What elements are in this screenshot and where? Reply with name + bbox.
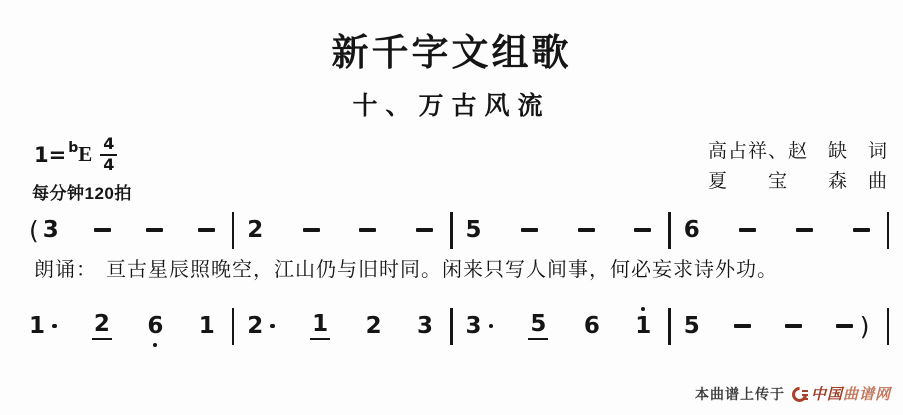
dash-note (416, 228, 433, 232)
dash-note (521, 228, 538, 232)
dash-note (146, 228, 163, 232)
dash-glyph (739, 228, 756, 232)
key-signature (34, 136, 117, 174)
dash-note (836, 311, 870, 341)
site-name-secondary: 曲谱网 (842, 387, 891, 403)
dash-note (734, 324, 751, 328)
measure (453, 310, 669, 340)
dash-glyph (416, 228, 433, 232)
key-prefix: 1= (34, 142, 67, 167)
time-denominator: 4 (103, 154, 115, 174)
time-numerator: 4 (100, 136, 117, 156)
note: 1 (29, 315, 57, 338)
dash-note (198, 228, 215, 232)
octave-dot-below (153, 343, 157, 347)
song-title: 十、万古风流 (352, 93, 551, 120)
dash-note (796, 228, 813, 232)
recitation-text: 亘古星辰照晚空，江山仍与旧时同。闲来只写人间事，何必妄求诗外功。 (106, 259, 778, 281)
measure (671, 311, 887, 341)
recitation-label: 朗诵： (34, 259, 97, 281)
site-logo (792, 383, 891, 404)
dash-glyph (796, 228, 813, 232)
dash-note (853, 228, 870, 232)
dash-note (578, 228, 595, 232)
measure (453, 216, 669, 243)
dash-note (785, 324, 802, 328)
note: 6 (147, 315, 163, 338)
note: 3 (416, 312, 433, 339)
note: 6 (583, 312, 600, 339)
measure (234, 216, 450, 243)
measure (16, 310, 232, 340)
site-name-primary: 中国 (810, 387, 843, 403)
time-signature (100, 136, 117, 174)
dash-glyph (634, 228, 651, 232)
dash-glyph (853, 228, 870, 232)
note: 6 (683, 216, 700, 243)
open-paren: ( (29, 215, 39, 245)
dash-glyph (785, 324, 802, 328)
note: 1 (635, 315, 651, 338)
note: 1 (310, 313, 330, 340)
watermark (695, 383, 891, 404)
key-letter: E (78, 142, 93, 167)
notation-line-2 (16, 301, 889, 351)
dash-note (303, 228, 320, 232)
dash-glyph (836, 324, 853, 328)
note: 1 (198, 312, 215, 339)
dash-glyph (521, 228, 538, 232)
dash-glyph (146, 228, 163, 232)
note: 5 (465, 216, 482, 243)
upload-note: 本曲谱上传于 (694, 385, 785, 402)
augmentation-dot (270, 324, 275, 329)
measure (16, 215, 232, 245)
dash-note (739, 228, 756, 232)
note: 5 (683, 312, 700, 339)
music-site-logo-icon (792, 386, 808, 402)
note: 2 (365, 312, 382, 339)
lyricist-credit: 高占祥、赵 缺 词 (707, 141, 888, 162)
measure (234, 310, 450, 340)
tempo-marking: 每分钟120拍 (32, 184, 132, 203)
dash-note (359, 228, 376, 232)
dash-glyph (578, 228, 595, 232)
note: 3 (466, 315, 494, 338)
recitation (34, 253, 778, 282)
close-paren: ) (859, 311, 870, 341)
dash-glyph (94, 228, 111, 232)
dash-glyph (734, 324, 751, 328)
dash-glyph (303, 228, 320, 232)
note: 5 (528, 313, 548, 340)
barline (887, 212, 890, 249)
note: ( 3 (29, 215, 59, 245)
composer-credit: 夏 宝 森 曲 (707, 171, 888, 192)
dash-glyph (198, 228, 215, 232)
barline (887, 308, 890, 345)
notation-line-1 (16, 209, 889, 251)
note: 2 (247, 315, 275, 338)
flat-sign: b (68, 139, 79, 156)
dash-note (634, 228, 651, 232)
augmentation-dot (489, 324, 494, 329)
measure (671, 216, 887, 243)
note: 2 (92, 313, 112, 340)
note: 2 (247, 216, 264, 243)
dash-note (94, 228, 111, 232)
song-cycle-title: 新千字文组歌 (331, 33, 572, 74)
octave-dot-above (641, 307, 645, 311)
credits (708, 137, 888, 197)
augmentation-dot (52, 324, 57, 329)
dash-glyph (359, 228, 376, 232)
